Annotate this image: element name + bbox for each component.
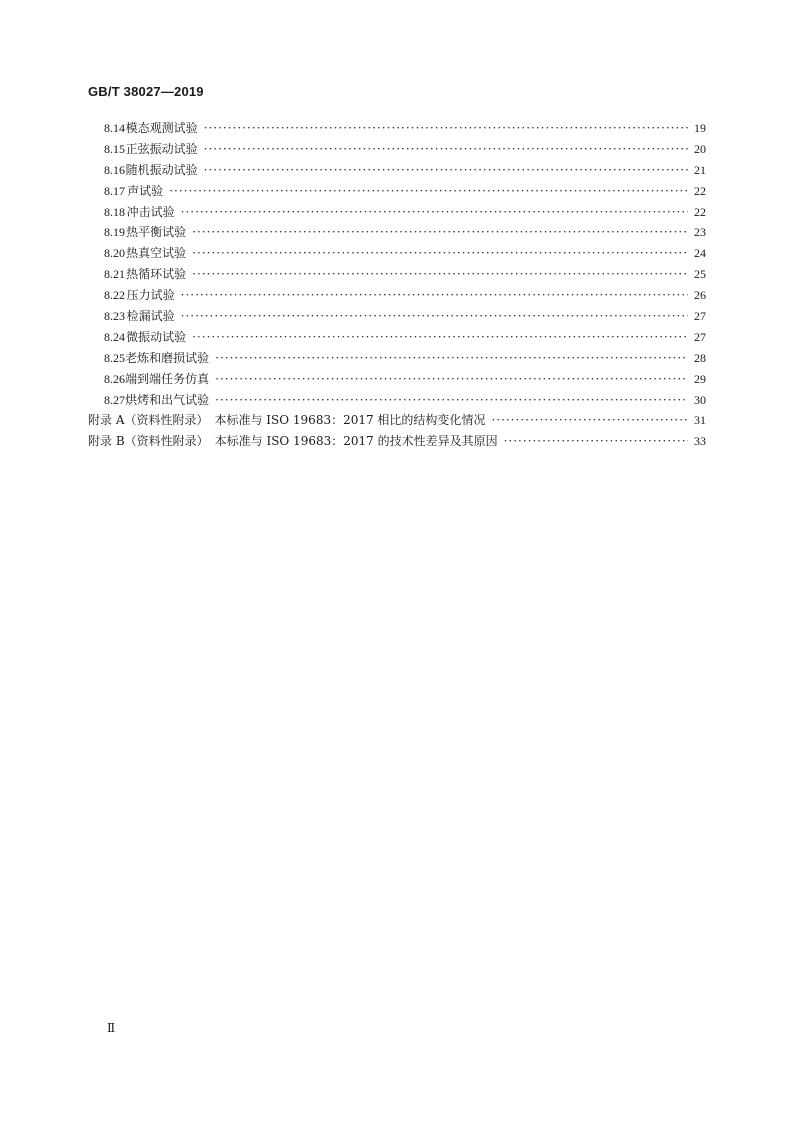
toc-entry-number: 8.18 — [104, 204, 125, 219]
toc-entry-number: 8.22 — [104, 288, 125, 303]
toc-entry-page: 22 — [694, 183, 706, 198]
toc-entry-number: 8.25 — [104, 350, 125, 365]
toc-entry-page: 22 — [694, 204, 706, 219]
toc-entry-page: 25 — [694, 267, 706, 282]
toc-appendix-entry[interactable] — [88, 411, 706, 432]
toc-leader-dots — [215, 372, 688, 386]
toc-entry-page: 19 — [694, 121, 706, 135]
toc-entry-title: 随机振动试验 — [125, 162, 198, 177]
toc-entry[interactable] — [88, 349, 706, 370]
toc-entry-title: 正弦振动试验 — [125, 141, 198, 156]
toc-entry-number: 8.14 — [104, 121, 125, 135]
toc-entry-page: 27 — [694, 309, 706, 324]
toc-appendix-title: 附录 A（资料性附录） 本标准与 ISO 19683：2017 相比的结构变化情况 — [88, 413, 486, 428]
toc-entry-title: 声试验 — [127, 183, 164, 198]
toc-entry-page: 23 — [694, 225, 706, 240]
toc-entry[interactable] — [88, 244, 706, 265]
toc-entry-page: 21 — [694, 162, 706, 177]
toc-entry-number: 8.19 — [104, 225, 125, 240]
toc-entry-page: 27 — [694, 329, 706, 344]
toc-leader-dots — [215, 351, 688, 365]
toc-entry-title: 热真空试验 — [126, 246, 187, 261]
toc-entry[interactable] — [88, 223, 706, 244]
toc-entry-title: 烘烤和出气试验 — [125, 392, 210, 407]
toc-entry-title: 检漏试验 — [126, 309, 175, 324]
toc-leader-dots — [491, 413, 688, 427]
toc-appendix-entry[interactable] — [88, 432, 706, 453]
toc-entry[interactable] — [88, 140, 706, 161]
toc-appendix-page: 31 — [694, 413, 706, 428]
toc-entry-title: 压力试验 — [126, 288, 175, 303]
toc-entry-number: 8.23 — [104, 309, 125, 324]
table-of-contents — [88, 119, 706, 453]
document-id: GB/T 38027—2019 — [88, 84, 204, 99]
toc-entry-number: 8.17 — [104, 183, 125, 198]
toc-appendix-title: 附录 B（资料性附录） 本标准与 ISO 19683：2017 的技术性差异及其原因 — [88, 434, 498, 449]
toc-entry-title: 热循环试验 — [126, 267, 187, 282]
toc-entry[interactable] — [88, 265, 706, 286]
toc-entry-number: 8.15 — [104, 141, 125, 156]
toc-leader-dots — [192, 267, 688, 281]
toc-entry-page: 29 — [694, 371, 706, 386]
toc-entry[interactable] — [88, 328, 706, 349]
toc-entry-title: 老炼和磨损试验 — [125, 350, 210, 365]
toc-entry[interactable] — [88, 307, 706, 328]
toc-leader-dots — [192, 225, 688, 239]
toc-leader-dots — [504, 434, 688, 448]
toc-entry[interactable] — [88, 391, 706, 412]
toc-entry-number: 8.24 — [104, 329, 125, 344]
toc-entry[interactable] — [88, 119, 706, 140]
toc-entry-title: 模态观测试验 — [125, 121, 198, 135]
toc-entry-number: 8.16 — [104, 162, 125, 177]
toc-entry-number: 8.20 — [104, 246, 125, 261]
toc-entry-number: 8.27 — [104, 392, 125, 407]
page-number: Ⅱ — [107, 1021, 116, 1035]
toc-appendix-page: 33 — [694, 434, 706, 449]
toc-entry[interactable] — [88, 286, 706, 307]
toc-entry-number: 8.21 — [104, 267, 125, 282]
toc-leader-dots — [192, 330, 688, 344]
toc-entry-title: 微振动试验 — [126, 329, 187, 344]
toc-entry[interactable] — [88, 203, 706, 224]
toc-leader-dots — [181, 205, 688, 219]
toc-entry-page: 20 — [694, 141, 706, 156]
toc-entry-title: 冲击试验 — [126, 204, 175, 219]
toc-entry[interactable] — [88, 370, 706, 391]
toc-entry-page: 28 — [694, 350, 706, 365]
toc-leader-dots — [215, 393, 688, 407]
toc-leader-dots — [204, 121, 688, 135]
toc-entry-title: 端到端任务仿真 — [125, 371, 210, 386]
toc-entry[interactable] — [88, 161, 706, 182]
toc-entry[interactable] — [88, 182, 706, 203]
toc-entry-page: 30 — [694, 392, 706, 407]
toc-leader-dots — [204, 163, 688, 177]
toc-entry-number: 8.26 — [104, 371, 125, 386]
toc-leader-dots — [181, 288, 688, 302]
toc-leader-dots — [169, 184, 688, 198]
toc-entry-page: 26 — [694, 288, 706, 303]
toc-leader-dots — [192, 246, 688, 260]
toc-leader-dots — [204, 142, 688, 156]
toc-leader-dots — [181, 309, 688, 323]
toc-entry-page: 24 — [694, 246, 706, 261]
toc-entry-title: 热平衡试验 — [126, 225, 187, 240]
